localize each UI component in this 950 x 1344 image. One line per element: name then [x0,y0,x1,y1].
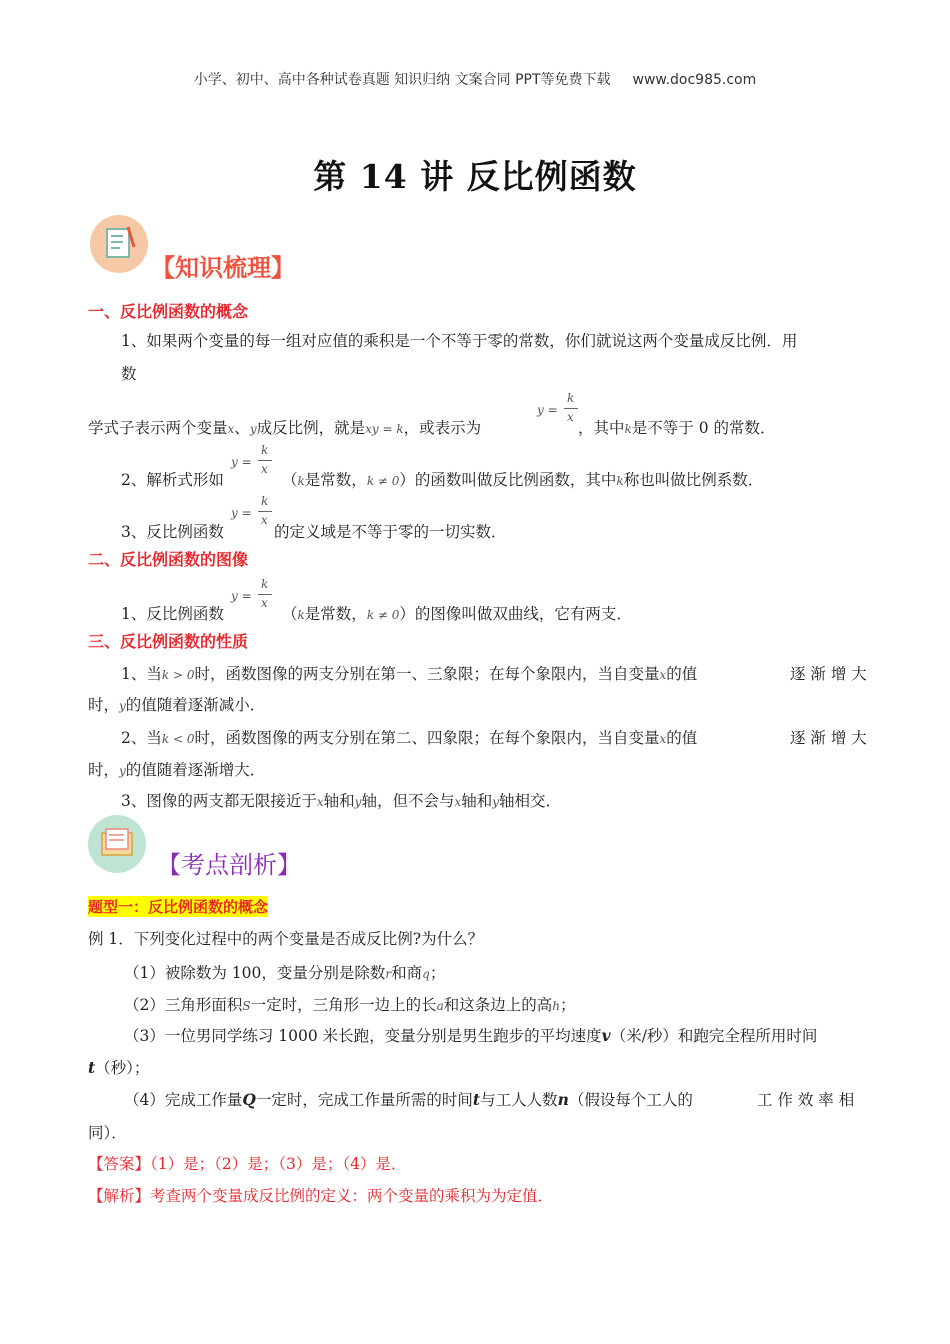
formula-y-k-over-x: y = k x [231,443,279,477]
question-4: （4）完成工作量Q一定时，完成工作量所需的时间t与工人人数n（假设每个工人的 [124,1090,693,1109]
para-4: 1、反比例函数 [121,605,224,623]
para-1c-end: ，其中k是不等于 0 的常数． [578,419,776,437]
answer-text: 【答案】（1）是；（2）是；（3）是；（4）是． [88,1155,407,1173]
formula-y-k-over-x: y = k x [231,577,279,611]
para-6: 2、当k < 0时，函数图像的两支分别在第二、四象限；在每个象限内，当自变量x的值 [121,729,698,747]
heading-properties: 三、反比例函数的性质 [88,632,249,651]
analysis-text: 【解析】考查两个变量成反比例的定义：两个变量的乘积为为定值． [88,1187,554,1205]
para-5-end: 时，y的值随着逐渐减小． [88,696,266,714]
para-6-end: 时，y的值随着逐渐增大． [88,761,266,779]
notebook-icon [90,215,148,273]
para-1c: 学式子表示两个变量x、y成反比例，就是xy = k，或表示为 [88,419,482,437]
para-6-right: 逐 渐 增 大 [790,729,867,747]
example-1: 例 1．下列变化过程中的两个变量是否成反比例?为什么？ [88,930,484,948]
para-4-cont: （k是常数，k ≠ 0）的图像叫做双曲线，它有两支． [282,605,632,623]
question-4-right: 工 作 效 率 相 [757,1091,855,1109]
question-3-end: t（秒）； [88,1058,150,1077]
formula-y-k-over-x: y = k x [537,391,585,425]
page-title: 第 14 讲 反比例函数 [313,157,637,196]
site-header: 小学、初中、高中各种试卷真题 知识归纳 文案合同 PPT等免费下载 www.doc985.com [193,72,757,88]
para-2-cont: （k是常数，k ≠ 0）的函数叫做反比例函数，其中k称也叫做比例系数． [282,471,764,489]
heading-graph: 二、反比例函数的图像 [88,550,249,569]
para-5: 1、当k > 0时，函数图像的两支分别在第一、三象限；在每个象限内，当自变量x的值 [121,665,698,683]
para-7: 3、图像的两支都无限接近于x轴和y轴，但不会与x轴和y轴相交． [121,792,562,810]
section-analysis-title: 【考点剖析】 [157,851,301,879]
question-3: （3）一位男同学练习 1000 米长跑，变量分别是男生跑步的平均速度v（米/秒）和跑完全程所用时间 [124,1026,818,1045]
section-knowledge-title: 【知识梳理】 [151,253,295,282]
question-4-end: 同）． [88,1124,127,1142]
formula-y-k-over-x: y = k x [231,494,279,528]
site-url[interactable]: www.doc985.com [632,72,757,88]
para-1b: 数 [121,365,137,383]
question-type-1: 题型一：反比例函数的概念 [88,898,269,916]
para-1a: 1、如果两个变量的每一组对应值的乘积是一个不等于零的常数，你们就说这两个变量成反比例．用 [121,332,798,350]
question-1: （1）被除数为 100，变量分别是除数r和商q； [124,964,446,982]
para-3: 3、反比例函数 [121,523,224,541]
para-2: 2、解析式形如 [121,471,224,489]
para-3-cont: 的定义域是不等于零的一切实数． [274,523,507,541]
folder-icon [88,815,146,873]
para-5-right: 逐 渐 增 大 [790,665,867,683]
question-2: （2）三角形面积S一定时，三角形一边上的长a和这条边上的高h； [124,996,576,1014]
heading-concept: 一、反比例函数的概念 [88,302,249,321]
